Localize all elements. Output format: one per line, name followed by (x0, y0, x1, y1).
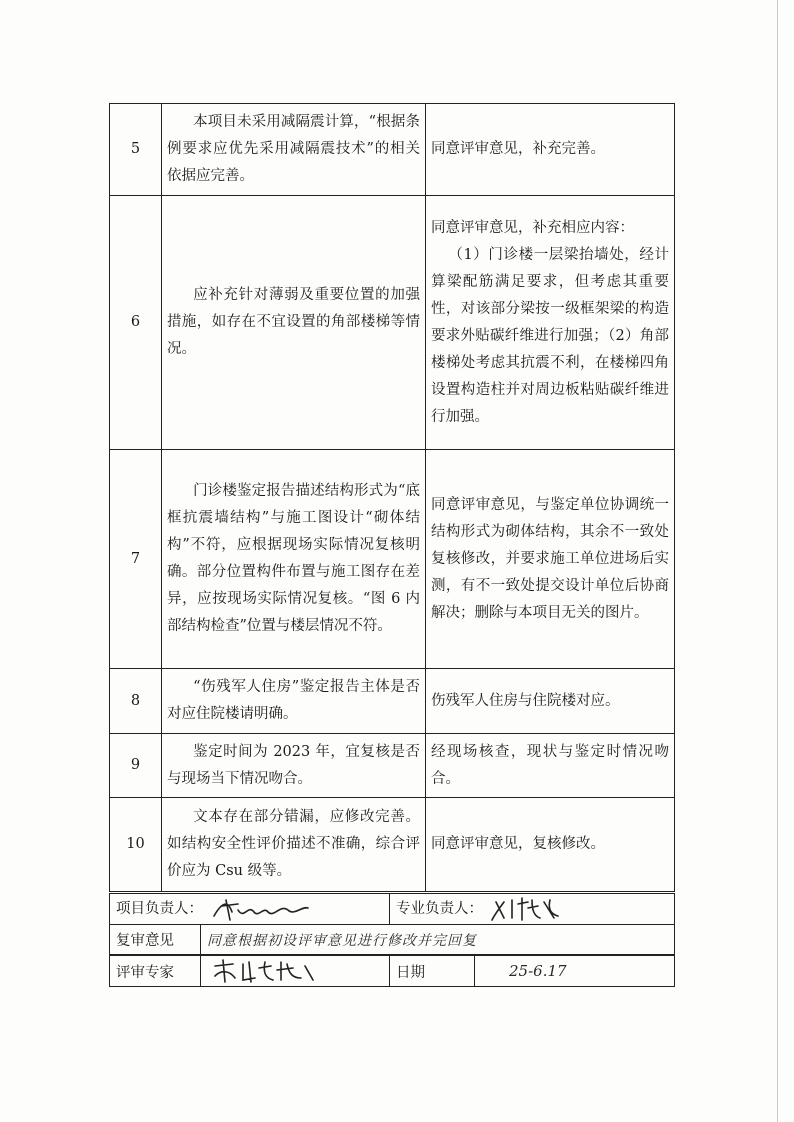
row-number: 8 (110, 669, 162, 734)
row-number: 7 (110, 450, 162, 669)
review-response-table (109, 103, 675, 892)
review-opinion-row (110, 925, 675, 955)
review-issue: 应补充针对薄弱及重要位置的加强措施，如存在不宜设置的角部楼梯等情况。 (162, 196, 426, 450)
row-number: 10 (110, 798, 162, 892)
review-opinion-table (109, 924, 675, 955)
table-row (110, 104, 675, 196)
expert-label: 评审专家 (110, 956, 201, 987)
date-value: 25-6.17 (509, 962, 567, 980)
discipline-lead-label: 专业负责人： (396, 901, 483, 917)
review-issue: 本项目未采用减隔震计算，“根据条例要求应优先采用减隔震技术”的相关依据应完善。 (162, 104, 426, 196)
project-lead-label: 项目负责人： (116, 901, 203, 917)
response-text: 同意评审意见，与鉴定单位协调统一结构形式为砌体结构，其余不一致处复核修改，并要求施工单位进场后实测，有不一致处提交设计单位后协商解决；删除与本项目无关的图片。 (426, 450, 675, 669)
date-cell (475, 956, 675, 987)
page-edge-line (777, 0, 778, 1122)
row-number: 9 (110, 734, 162, 798)
row-number: 5 (110, 104, 162, 196)
review-opinion-cell (201, 925, 675, 955)
date-label: 日期 (390, 956, 475, 987)
review-issue: “伤残军人住房”鉴定报告主体是否对应住院楼请明确。 (162, 669, 426, 734)
response-body: （1）门诊楼一层梁抬墙处，经计算梁配筋满足要求，但考虑其重要性，对该部分梁按一级框架梁的构造要求外贴碳纤维进行加强；（2）角部楼梯处考虑其抗震不利，在楼梯四角设置构造柱并对周边板粘贴碳纤维进行加强。 (431, 246, 669, 425)
expert-date-table (109, 955, 675, 987)
response-text: 经现场核查，现状与鉴定时情况吻合。 (426, 734, 675, 798)
response-text: 同意评审意见，补充完善。 (426, 104, 675, 196)
review-opinion-handwriting: 同意根据初设评审意见进行修改并完回复 (207, 932, 477, 949)
response-text: 同意评审意见，复核修改。 (426, 798, 675, 892)
table-row (110, 196, 675, 450)
signoff-row (110, 894, 675, 925)
review-issue: 文本存在部分错漏，应修改完善。如结构安全性评价描述不准确，综合评价应为 Csu 级等。 (162, 798, 426, 892)
review-issue: 门诊楼鉴定报告描述结构形式为“底框抗震墙结构”与施工图设计“砌体结构”不符，应根据现场实际情况复核明确。部分位置构件布置与施工图存在差异，应按现场实际情况复核。“图 6 内部结构检查”位置与楼层情况不符。 (162, 450, 426, 669)
row-number: 6 (110, 196, 162, 450)
table-row (110, 450, 675, 669)
discipline-lead-cell (390, 894, 675, 925)
table-row (110, 669, 675, 734)
table-row (110, 734, 675, 798)
review-opinion-label: 复审意见 (110, 925, 201, 955)
signoff-table (109, 893, 675, 925)
expert-date-row (110, 956, 675, 987)
project-lead-cell (110, 894, 390, 925)
expert-signature-cell (201, 956, 390, 987)
response-intro: 同意评审意见，补充相应内容： (431, 219, 634, 236)
table-row (110, 798, 675, 892)
response-text: 伤残军人住房与住院楼对应。 (426, 669, 675, 734)
discipline-lead-signature (488, 894, 578, 924)
project-lead-signature (208, 894, 318, 924)
response-cell (426, 196, 675, 450)
expert-signature (207, 956, 327, 986)
review-issue: 鉴定时间为 2023 年，宜复核是否与现场当下情况吻合。 (162, 734, 426, 798)
